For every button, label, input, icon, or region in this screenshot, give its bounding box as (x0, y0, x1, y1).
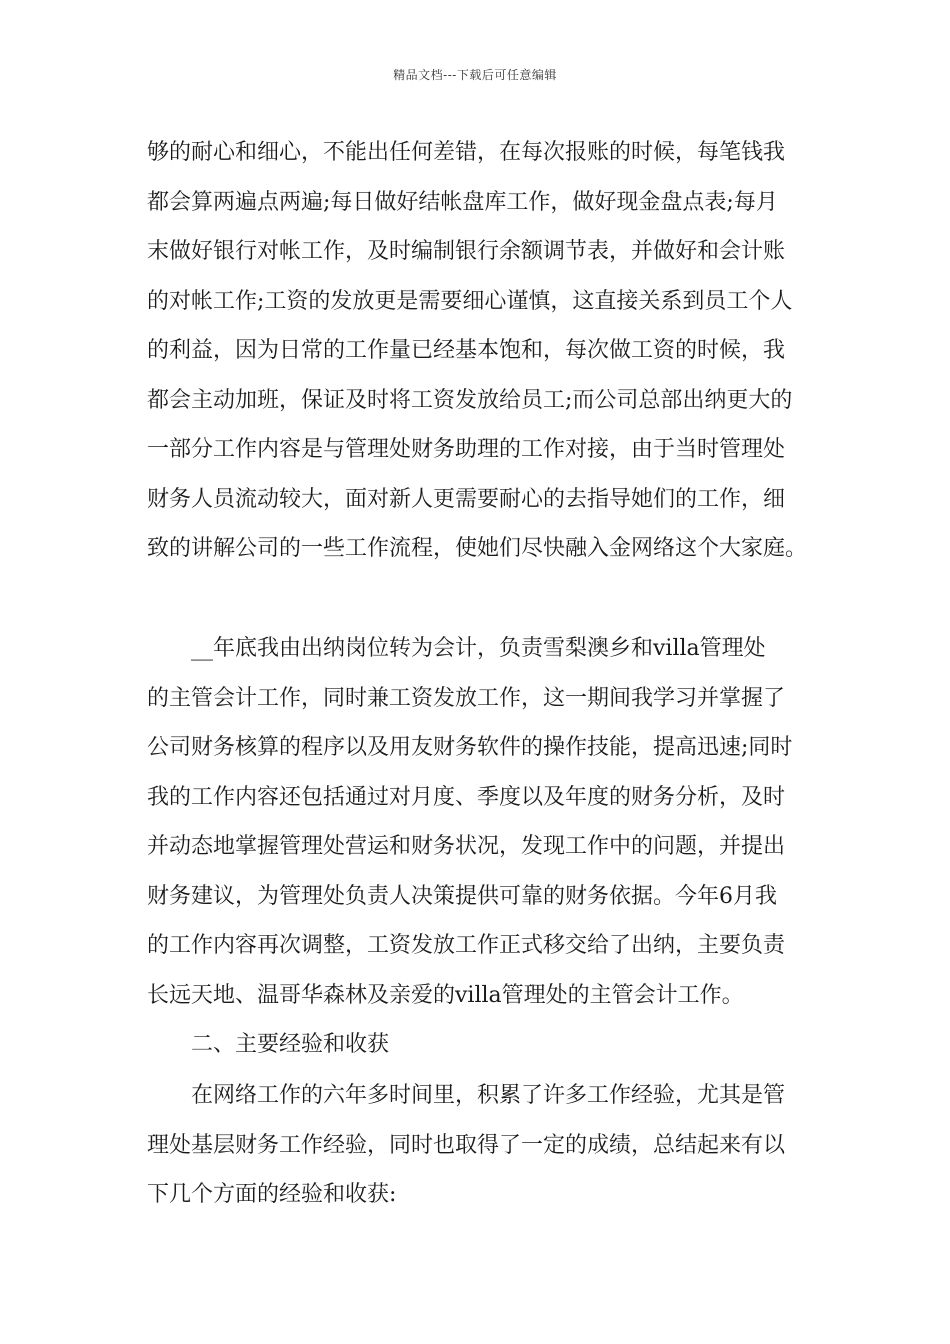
text-line: 财务建议，为管理处负责人决策提供可靠的财务依据。今年6月我 (147, 883, 777, 909)
text-line: 都会算两遍点两遍;每日做好结帐盘库工作，做好现金盘点表;每月 (147, 189, 778, 215)
text-line: 并动态地掌握管理处营运和财务状况，发现工作中的问题，并提出 (147, 834, 786, 859)
section-heading-block (147, 1020, 827, 1070)
paragraph-3 (147, 1071, 827, 1220)
section-heading: 二、主要经验和收获 (191, 1032, 390, 1057)
text-line: 的工作内容再次调整，工资发放工作正式移交给了出纳，主要负责 (147, 933, 786, 958)
text-line: 都会主动加班，保证及时将工资发放给员工;而公司总部出纳更大的 (147, 387, 793, 413)
paragraph-2 (147, 624, 827, 1020)
text-line: 的利益，因为日常的工作量已经基本饱和，每次做工资的时候，我 (147, 338, 786, 363)
page-header: 精品文档---下载后可任意编辑 (393, 68, 557, 82)
text-line: 下几个方面的经验和收获: (147, 1182, 397, 1207)
text-line: 够的耐心和细心，不能出任何差错，在每次报账的时候，每笔钱我 (147, 140, 786, 165)
text-line: __年底我由出纳岗位转为会计，负责雪梨澳乡和villa管理处 (191, 636, 766, 661)
text-line: 末做好银行对帐工作，及时编制银行余额调节表，并做好和会计账 (147, 239, 786, 264)
text-line: 我的工作内容还包括通过对月度、季度以及年度的财务分析，及时 (147, 784, 786, 810)
text-line: 在网络工作的六年多时间里，积累了许多工作经验，尤其是管 (191, 1083, 786, 1108)
paragraph-1 (147, 128, 827, 574)
text-line: 一部分工作内容是与管理处财务助理的工作对接，由于当时管理处 (147, 437, 786, 462)
text-line: 致的讲解公司的一些工作流程，使她们尽快融入金网络这个大家庭。 (147, 536, 808, 561)
text-line: 公司财务核算的程序以及用友财务软件的操作技能，提高迅速;同时 (147, 735, 793, 760)
text-line: 长远天地、温哥华森林及亲爱的villa管理处的主管会计工作。 (147, 982, 744, 1008)
text-line: 的对帐工作;工资的发放更是需要细心谨慎，这直接关系到员工个人 (147, 288, 793, 314)
text-line: 财务人员流动较大，面对新人更需要耐心的去指导她们的工作，细 (147, 486, 786, 512)
text-line: 理处基层财务工作经验，同时也取得了一定的成绩，总结起来有以 (147, 1132, 786, 1158)
text-line: 的主管会计工作，同时兼工资发放工作，这一期间我学习并掌握了 (147, 685, 786, 711)
